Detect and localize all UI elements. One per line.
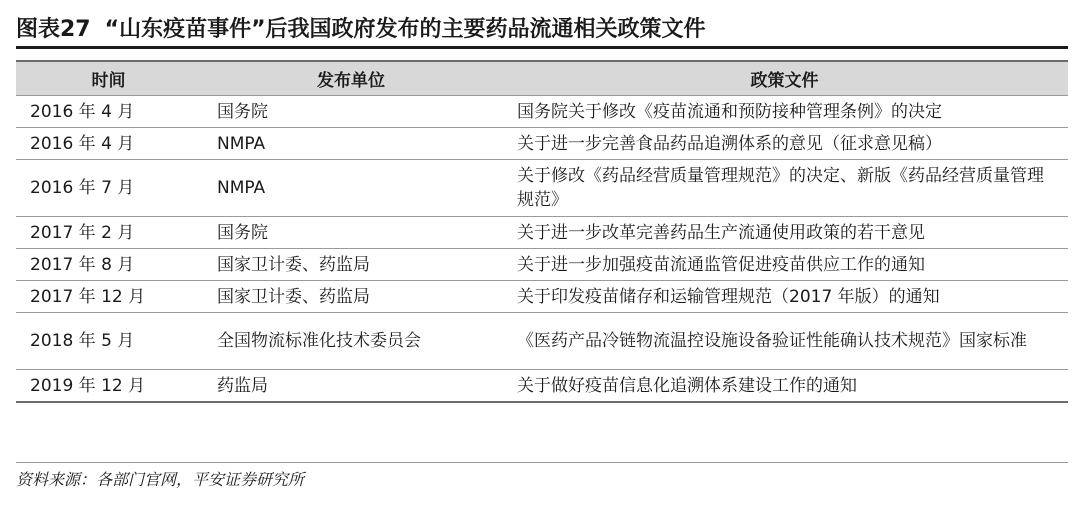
- cell-doc: 关于进一步完善食品药品追溯体系的意见（征求意见稿）: [501, 128, 1068, 160]
- header-unit: 发布单位: [201, 61, 501, 96]
- table-row: [16, 160, 1068, 217]
- table-row: [16, 281, 1068, 313]
- cell-doc: 关于进一步加强疫苗流通监管促进疫苗供应工作的通知: [501, 249, 1068, 281]
- table-row: [16, 249, 1068, 281]
- cell-unit: 国家卫计委、药监局: [201, 249, 501, 281]
- header-time: 时间: [16, 61, 201, 96]
- cell-unit: 国家卫计委、药监局: [201, 281, 501, 313]
- cell-doc: 国务院关于修改《疫苗流通和预防接种管理条例》的决定: [501, 96, 1068, 128]
- table-row: [16, 370, 1068, 403]
- cell-unit: 药监局: [201, 370, 501, 403]
- cell-unit: 国务院: [201, 96, 501, 128]
- cell-doc: 《医药产品冷链物流温控设施设备验证性能确认技术规范》国家标准: [501, 313, 1068, 370]
- cell-time: 2017 年 12 月: [16, 281, 201, 313]
- cell-time: 2017 年 2 月: [16, 217, 201, 249]
- cell-doc: 关于印发疫苗储存和运输管理规范（2017 年版）的通知: [501, 281, 1068, 313]
- cell-time: 2016 年 7 月: [16, 160, 201, 217]
- cell-doc: 关于进一步改革完善药品生产流通使用政策的若干意见: [501, 217, 1068, 249]
- table-row: [16, 313, 1068, 370]
- cell-unit: NMPA: [201, 160, 501, 217]
- title-rule: [16, 46, 1068, 49]
- header-doc: 政策文件: [501, 61, 1068, 96]
- cell-time: 2019 年 12 月: [16, 370, 201, 403]
- cell-doc: 关于修改《药品经营质量管理规范》的决定、新版《药品经营质量管理规范》: [501, 160, 1068, 217]
- cell-time: 2016 年 4 月: [16, 128, 201, 160]
- cell-unit: NMPA: [201, 128, 501, 160]
- source-note: 资料来源：各部门官网，平安证券研究所: [16, 462, 1068, 490]
- cell-doc: 关于做好疫苗信息化追溯体系建设工作的通知: [501, 370, 1068, 403]
- table-header-row: [16, 61, 1068, 96]
- table-row: [16, 217, 1068, 249]
- figure-label: 图表27: [16, 16, 91, 42]
- table-row: [16, 128, 1068, 160]
- cell-unit: 国务院: [201, 217, 501, 249]
- cell-time: 2016 年 4 月: [16, 96, 201, 128]
- cell-time: 2017 年 8 月: [16, 249, 201, 281]
- policy-table: [16, 60, 1068, 403]
- figure-title-text: “山东疫苗事件”后我国政府发布的主要药品流通相关政策文件: [104, 16, 706, 42]
- table-row: [16, 96, 1068, 128]
- figure-title: [16, 10, 1068, 44]
- cell-unit: 全国物流标准化技术委员会: [201, 313, 501, 370]
- cell-time: 2018 年 5 月: [16, 313, 201, 370]
